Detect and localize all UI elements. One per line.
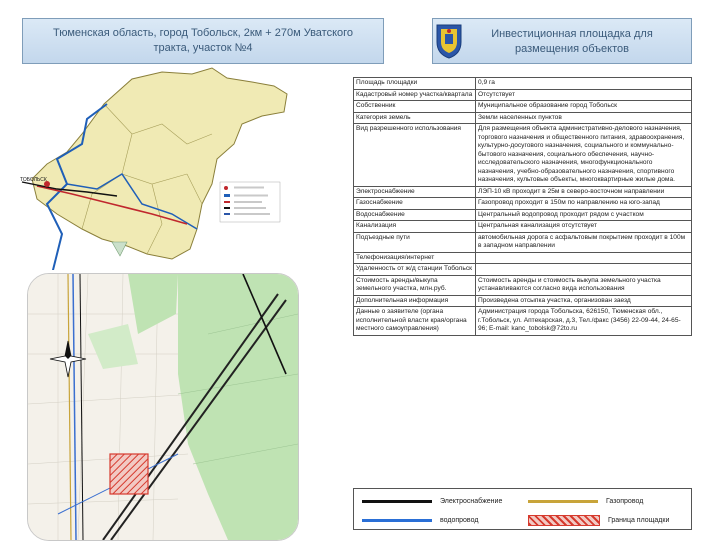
legend-site: [528, 513, 669, 527]
info-row-value: Стоимость аренды и стоимость выкупа земельного участка устанавливаются согласно вида использования: [476, 275, 692, 295]
info-row: [354, 209, 692, 221]
region-territory: [32, 68, 287, 259]
info-row-value: Администрация города Тобольска, 626150, Тюменская обл., г.Тобольск, ул. Аптекарская, д.3, Тел./факс (3456) 22-09-44, 24-65-96; E-mail: kanc_tobolsk@72to.ru: [476, 307, 692, 336]
info-row: [354, 252, 692, 264]
info-row-key: Данные о заявителе (органа исполнительной власти края/органа местного самоуправления): [354, 307, 476, 336]
header-location-line1: Тюменская область, город Тобольск, 2км + 270м Уватского: [52, 27, 354, 39]
region-overview-map: [12, 64, 350, 270]
site-boundary: [110, 454, 148, 494]
info-row-value: Произведена отсыпка участка, организован заезд: [476, 295, 692, 307]
info-row-key: Площадь площадки: [354, 78, 476, 90]
legend-power-label: Электроснабжение: [440, 497, 503, 505]
legend-power-line: [362, 500, 432, 503]
info-row-value: ЛЭП-10 кВ проходит в 25м в северо-восточном направлении: [476, 186, 692, 198]
header-title-line1: Инвестиционная площадка для: [491, 28, 653, 40]
region-map-legend: [220, 182, 280, 222]
header-location-box: [22, 18, 384, 64]
info-row-key: Подъездные пути: [354, 232, 476, 252]
info-row-key: Дополнительная информация: [354, 295, 476, 307]
info-row-value: Центральный водопровод проходит рядом с участком: [476, 209, 692, 221]
info-row: [354, 275, 692, 295]
legend-water: [362, 513, 478, 527]
info-row: [354, 124, 692, 187]
info-row: [354, 78, 692, 90]
info-row-value: Для размещения объекта административно-делового назначения, торгового назначения и общественного питания, здравоохранения, культурно-досугового назначения, социального и коммунально-бытового назначения, социального обеспечения, научно-исследовательского назначения, многофункционального назначения, учебно-образовательного назначения, спортивного назначения, культовые объекты, многоквартирные жилые дома.: [476, 124, 692, 187]
info-row-value: автомобильная дорога с асфальтовым покрытием проходит в 100м в западном направлении: [476, 232, 692, 252]
info-row: [354, 295, 692, 307]
info-row-key: Удаленность от ж/д станции Тобольск: [354, 264, 476, 276]
info-row: [354, 112, 692, 124]
legend-gas-label: Газопровод: [606, 497, 644, 505]
city-label: ТОБОЛЬСК: [20, 177, 47, 183]
info-row-value: 0,9 га: [476, 78, 692, 90]
info-row-key: Электроснабжение: [354, 186, 476, 198]
info-row: [354, 101, 692, 113]
info-row-key: Собственник: [354, 101, 476, 113]
legend-site-label: Граница площадки: [608, 516, 670, 524]
header-location-line2: тракта, участок №4: [153, 42, 253, 54]
header-title-box: [432, 18, 692, 64]
info-row-key: Вид разрешенного использования: [354, 124, 476, 187]
info-row: [354, 186, 692, 198]
info-row: [354, 198, 692, 210]
info-row-key: Газоснабжение: [354, 198, 476, 210]
site-detail-map-frame: [27, 273, 299, 541]
legend-site-swatch: [528, 515, 600, 526]
callout-pointer: [112, 242, 127, 256]
info-row-value: Земли населенных пунктов: [476, 112, 692, 124]
legend-gas: [528, 494, 643, 508]
site-detail-map: [28, 274, 298, 540]
coat-of-arms-icon: [434, 22, 464, 60]
info-row: [354, 221, 692, 233]
info-row-key: Канализация: [354, 221, 476, 233]
info-row-key: Кадастровый номер участка/квартала: [354, 89, 476, 101]
map-legend: [353, 488, 692, 530]
info-row: [354, 89, 692, 101]
legend-gas-line: [528, 500, 598, 503]
info-row-value: [476, 252, 692, 264]
info-row: [354, 307, 692, 336]
info-row-key: Категория земель: [354, 112, 476, 124]
legend-power: [362, 494, 502, 508]
info-row-value: Газопровод проходит в 150м по направлению на юго-запад: [476, 198, 692, 210]
info-row: [354, 232, 692, 252]
info-row: [354, 264, 692, 276]
legend-water-label: водопровод: [440, 516, 479, 524]
legend-water-line: [362, 519, 432, 522]
info-row-key: Стоимость аренды/выкупа земельного участка, млн.руб.: [354, 275, 476, 295]
header-title-line2: размещения объектов: [515, 43, 629, 55]
info-row-value: Муниципальное образование город Тобольск: [476, 101, 692, 113]
info-row-key: Телефонизация/интернет: [354, 252, 476, 264]
info-row-value: Отсутствует: [476, 89, 692, 101]
info-row-value: Центральная канализация отсутствует: [476, 221, 692, 233]
site-info-table: [353, 77, 692, 336]
info-row-value: [476, 264, 692, 276]
info-row-key: Водоснабжение: [354, 209, 476, 221]
